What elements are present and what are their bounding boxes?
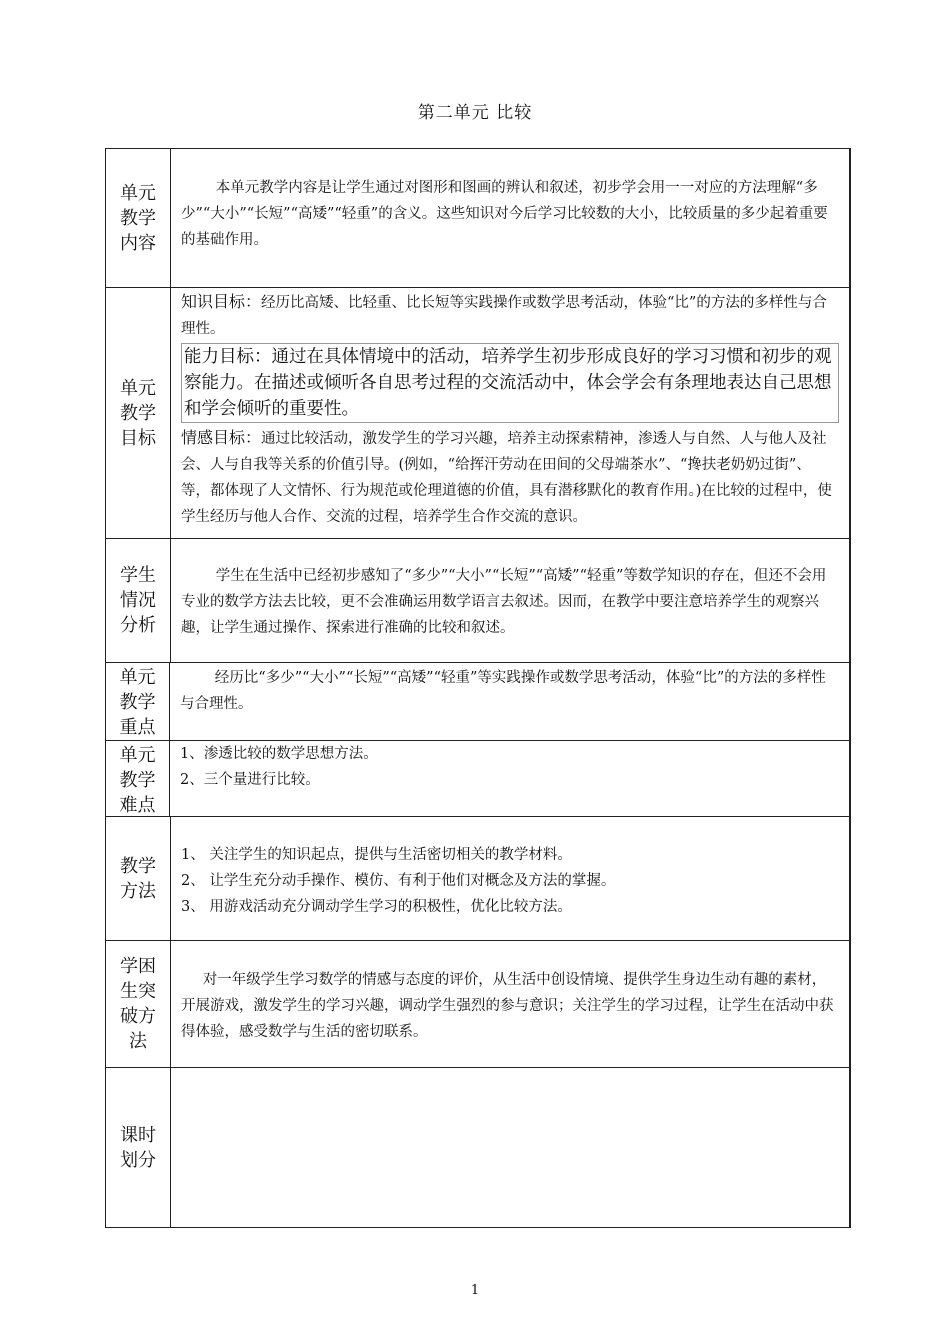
row-key-points	[106, 662, 849, 740]
emotion-goal: 情感目标：通过比较活动，激发学生的学习兴趣，培养主动探索精神，渗透人与自然、人与他人及社会、人与自我等关系的价值引导。(例如，“给挥汗劳动在田间的父母端茶水”、“搀扶老奶奶过街”、等，都体现了人文情怀、行为规范或伦理道德的价值，具有潜移默化的教育作用。)在比较的过程中，使学生经历与他人合作、交流的过程，培养学生合作交流的意识。	[181, 428, 832, 525]
list-item: 3、 用游戏活动充分调动学生学习的积极性，优化比较方法。	[181, 899, 572, 915]
row-lesson-division	[106, 1067, 849, 1227]
row-label: 单元 教学 目标	[106, 288, 171, 538]
list-item: 2、 让学生充分动手操作、模仿、有利于他们对概念及方法的掌握。	[181, 873, 616, 889]
lesson-plan-table	[105, 148, 851, 1228]
row-label: 单元 教学 重点	[106, 663, 170, 740]
row-label: 学困 生突 破方 法	[106, 941, 171, 1067]
list-item: 2、三个量进行比较。	[180, 772, 320, 788]
row-content: 本单元教学内容是让学生通过对图形和图画的辨认和叙述，初步学会用一一对应的方法理解“多少”“大小”“长短”“高矮”“轻重”的含义。这些知识对今后学习比较数的大小，比较质量的多少起着重要的基础作用。	[181, 180, 828, 248]
list-item: 1、渗透比较的数学思想方法。	[180, 746, 378, 762]
row-label: 课时 划分	[106, 1068, 171, 1227]
row-label: 单元 教学 内容	[106, 149, 171, 287]
row-unit-goals	[106, 287, 849, 538]
row-content: 对一年级学生学习数学的情感与态度的评价，从生活中创设情境、提供学生身边生动有趣的素材，开展游戏，激发学生的学习兴趣，调动学生强烈的参与意识；关注学生的学习过程，让学生在活动中获得体验，感受数学与生活的密切联系。	[181, 972, 834, 1040]
row-difficult-points	[106, 740, 849, 816]
ability-goal: 能力目标：通过在具体情境中的活动，培养学生初步形成良好的学习习惯和初步的观察能力。在描述或倾听各自思考过程的交流活动中，体会学会有条理地表达自己思想和学会倾听的重要性。	[181, 343, 839, 423]
row-label: 学生 情况 分析	[106, 539, 171, 662]
page-title: 第二单元 比较	[417, 103, 533, 123]
knowledge-goal: 知识目标：经历比高矮、比轻重、比长短等实践操作或数学思考活动，体验“比”的方法的多样性与合理性。	[181, 292, 827, 337]
row-unit-content	[106, 149, 849, 287]
row-content	[171, 817, 849, 940]
row-teaching-methods	[106, 816, 849, 940]
row-content: 学生在生活中已经初步感知了“多少”“大小”“长短”“高矮”“轻重”等数学知识的存在，但还不会用专业的数学方法去比较，更不会准确运用数学语言去叙述。因而，在教学中要注意培养学生的观察兴趣，让学生通过操作、探索进行准确的比较和叙述。	[181, 568, 827, 636]
row-struggling-students	[106, 940, 849, 1067]
row-content	[171, 288, 849, 538]
row-content-empty	[171, 1068, 849, 1227]
list-item: 1、 关注学生的知识起点，提供与生活密切相关的教学材料。	[181, 847, 572, 863]
row-label: 单元 教学 难点	[106, 741, 170, 816]
page-number: 1	[470, 1283, 480, 1298]
row-content	[170, 741, 849, 816]
row-student-analysis	[106, 538, 849, 662]
row-label: 教学 方法	[106, 817, 171, 940]
row-content: 经历比“多少”“大小”“长短”“高矮”“轻重”等实践操作或数学思考活动，体验“比”的方法的多样性与合理性。	[180, 670, 826, 712]
